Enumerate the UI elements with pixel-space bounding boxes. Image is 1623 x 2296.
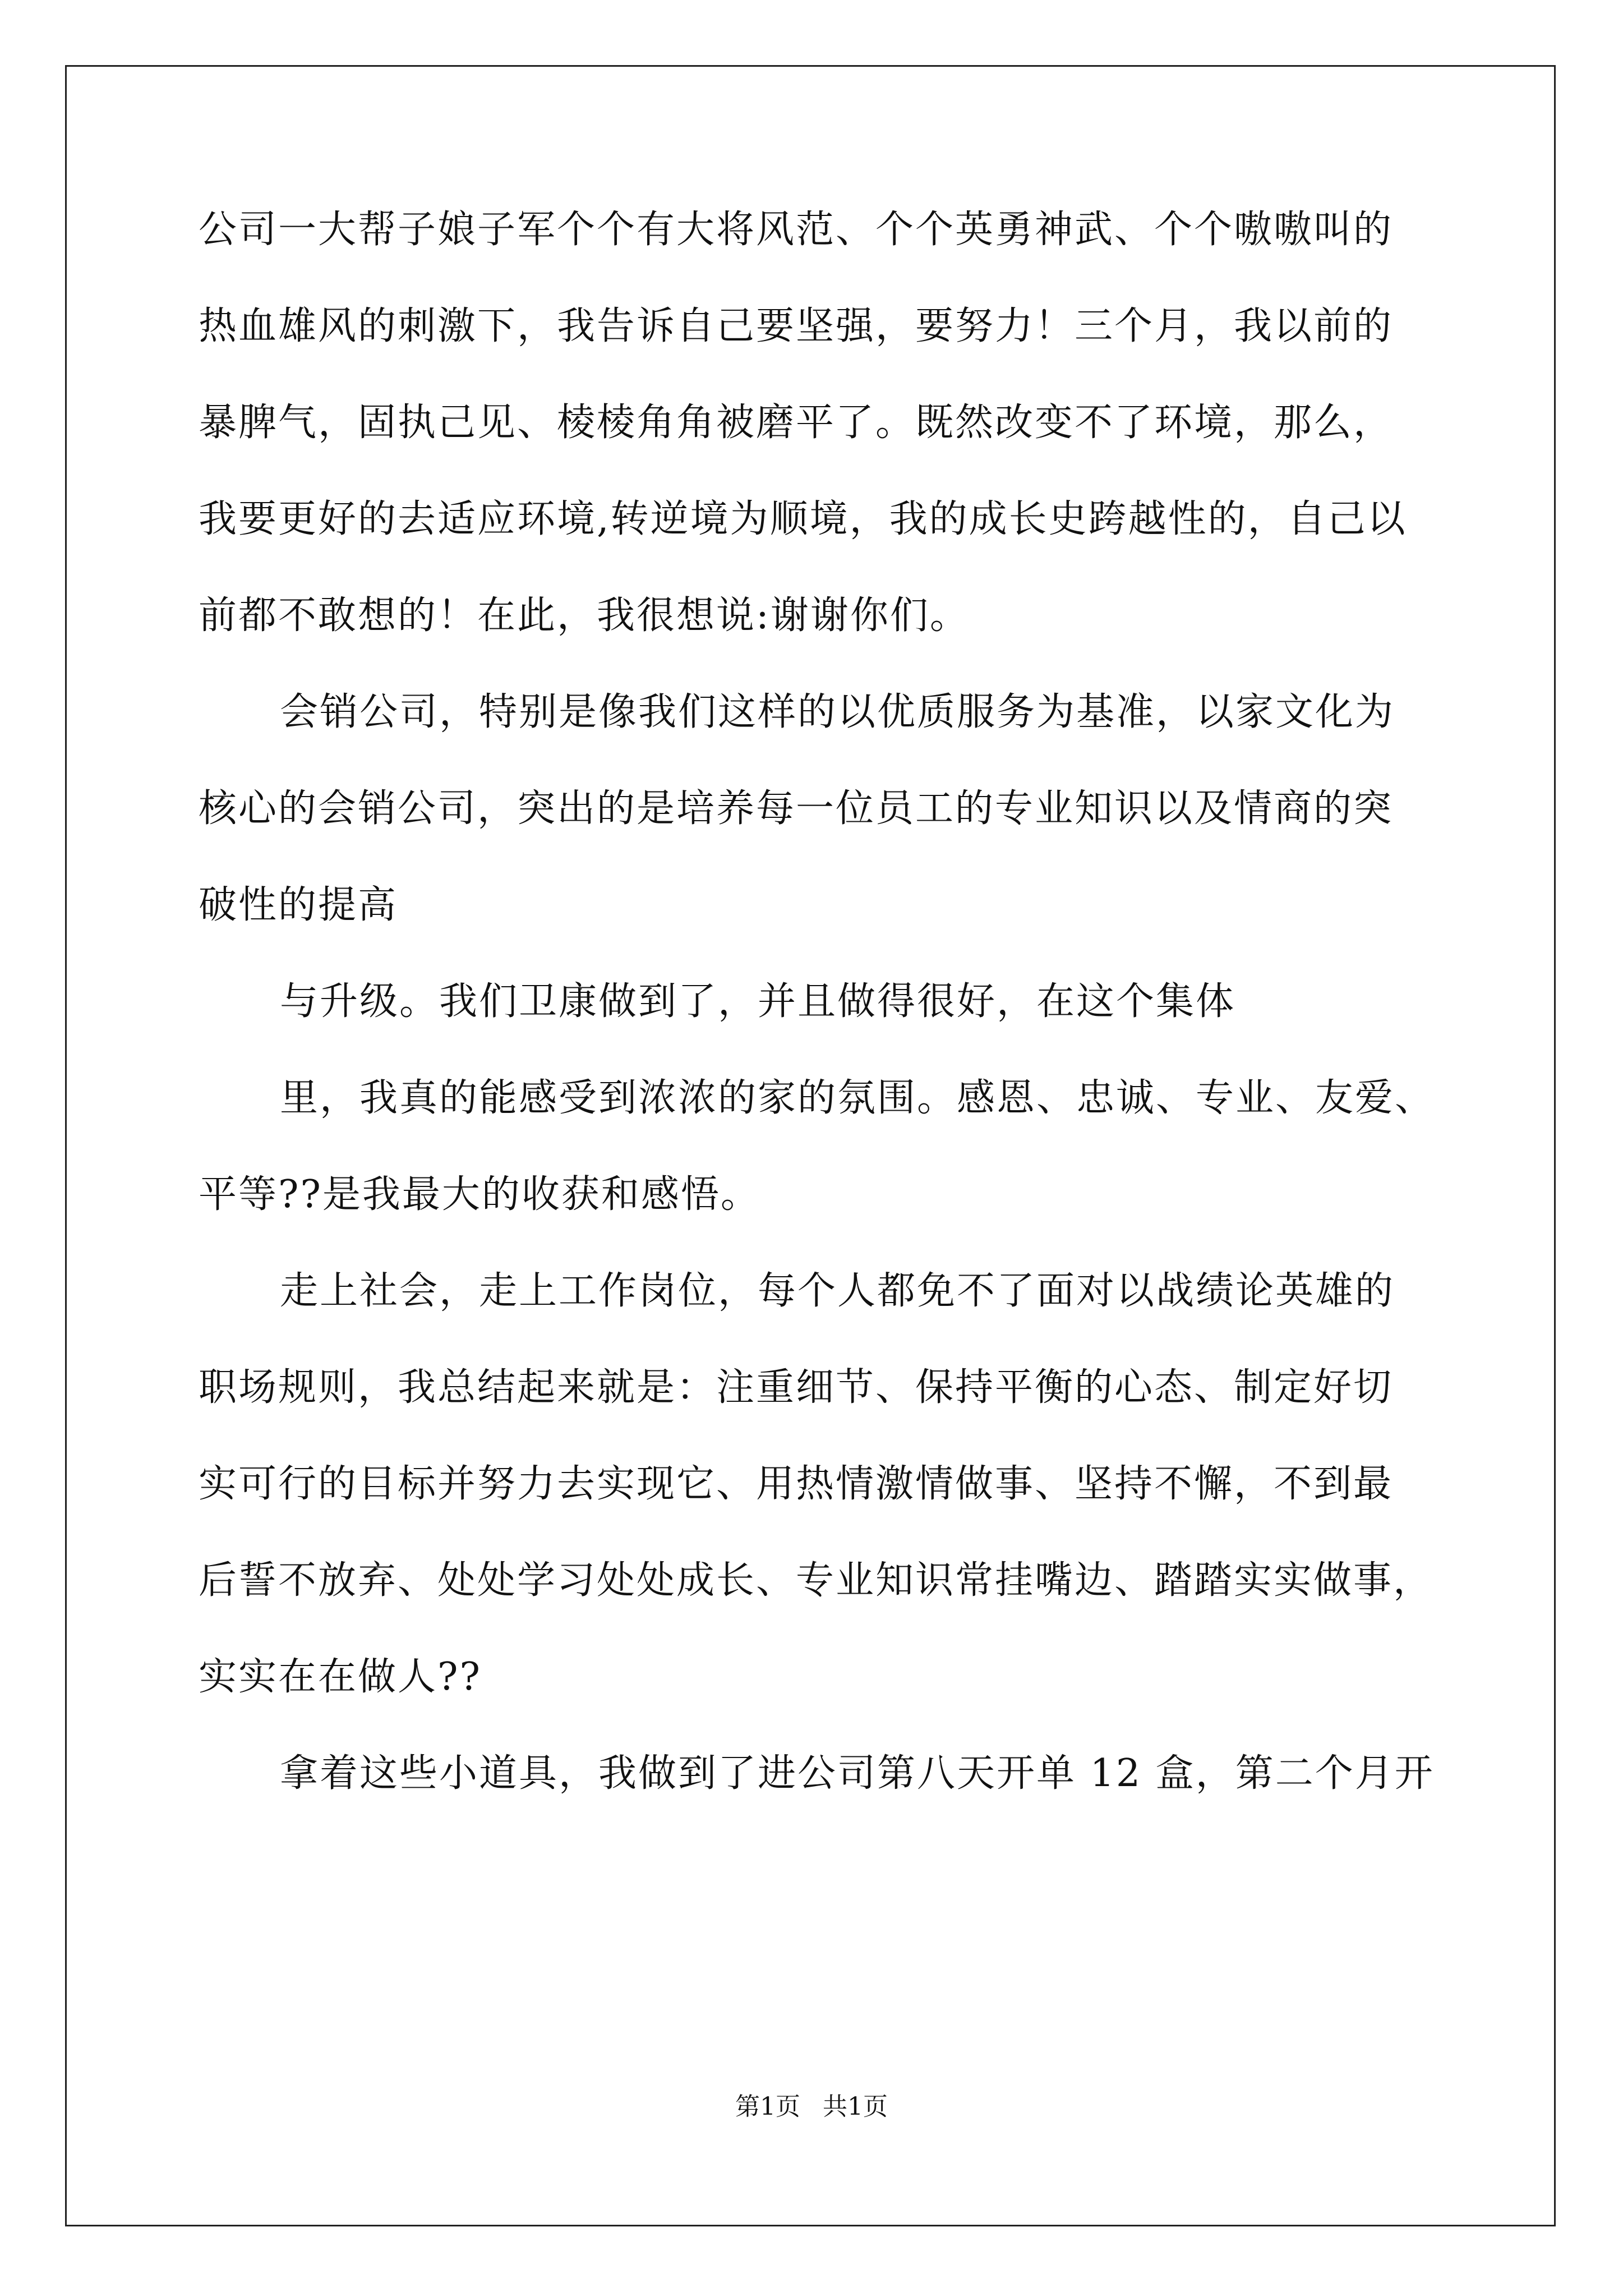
page-border [65, 65, 1556, 2226]
text-line: 破性的提高 [199, 883, 398, 927]
text-line: 会销公司，特别是像我们这样的以优质服务为基准，以家文化为 [280, 690, 1395, 734]
text-line: 平等??是我最大的收获和感悟。 [199, 1172, 760, 1217]
text-line: 拿着这些小道具，我做到了进公司第八天开单 12 盒，第二个月开 [280, 1751, 1435, 1796]
text-line: 实实在在做人?? [199, 1655, 482, 1699]
text-line: 后誓不放弃、处处学习处处成长、专业知识常挂嘴边、踏踏实实做事， [199, 1558, 1433, 1603]
text-line: 我要更好的去适应环境,转逆境为顺境，我的成长史跨越性的，自己以 [199, 497, 1407, 541]
text-line: 热血雄风的刺激下，我告诉自己要坚强，要努力！三个月，我以前的 [199, 304, 1394, 348]
text-line: 实可行的目标并努力去实现它、用热情激情做事、坚持不懈，不到最 [199, 1462, 1394, 1506]
text-line: 走上社会，走上工作岗位，每个人都免不了面对以战绩论英雄的 [280, 1269, 1395, 1313]
page-footer [0, 2091, 1623, 2123]
text-line: 暴脾气，固执己见、棱棱角角被磨平了。既然改变不了环境，那么， [199, 401, 1394, 445]
text-line: 核心的会销公司，突出的是培养每一位员工的专业知识以及情商的突 [199, 786, 1394, 831]
page-number: 第1页 [735, 2092, 800, 2121]
text-line: 与升级。我们卫康做到了，并且做得很好，在这个集体 [280, 979, 1236, 1024]
text-line: 前都不敢想的！在此，我很想说:谢谢你们。 [199, 593, 970, 638]
text-line: 职场规则，我总结起来就是：注重细节、保持平衡的心态、制定好切 [199, 1365, 1394, 1410]
text-line: 公司一大帮子娘子军个个有大将风范、个个英勇神武、个个嗷嗷叫的 [199, 208, 1394, 252]
text-line: 里，我真的能感受到浓浓的家的氛围。感恩、忠诚、专业、友爱、 [280, 1076, 1435, 1120]
page-total: 共1页 [823, 2092, 888, 2121]
